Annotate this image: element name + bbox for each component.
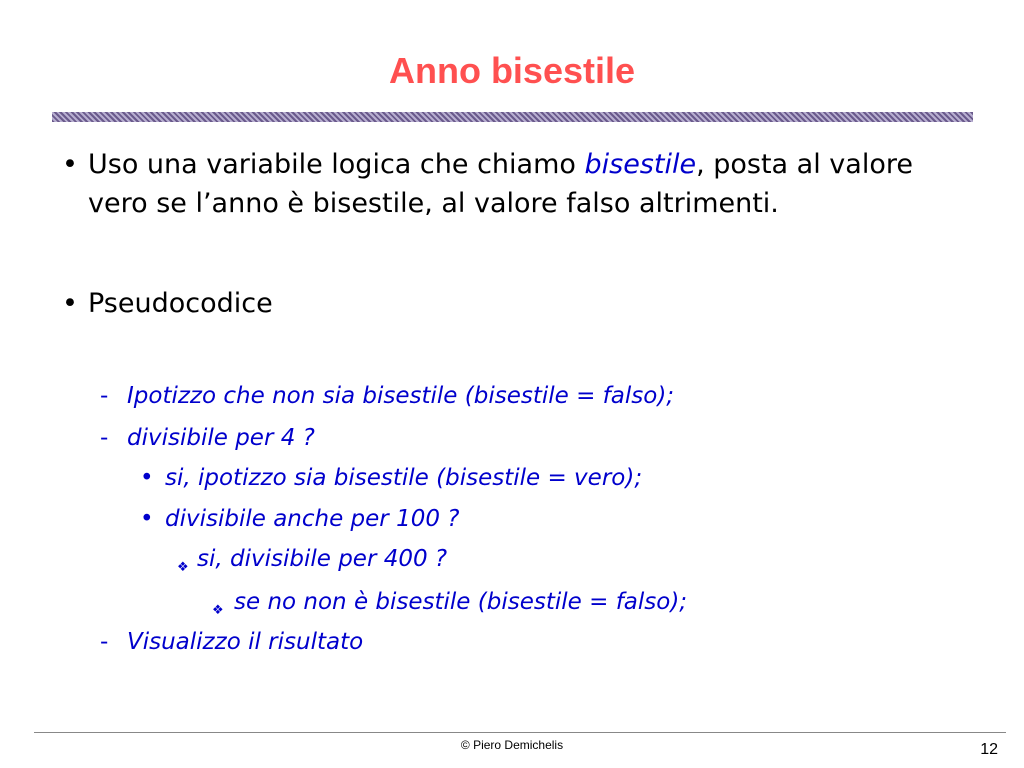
footer-copyright: © Piero Demichelis (460, 738, 564, 752)
pseudo-text: divisibile anche per 100 ? (165, 506, 460, 532)
pseudo-text: Visualizzo il risultato (127, 629, 364, 655)
bullet-variable (62, 145, 962, 223)
bullet-emphasis: bisestile (584, 149, 697, 180)
bullet-marker: • (62, 149, 78, 180)
pseudo-line-5 (177, 544, 447, 574)
dash-marker: - (100, 425, 109, 451)
pseudo-text: si, ipotizzo sia bisestile (bisestile = vero); (165, 465, 643, 491)
pseudo-text: Ipotizzo che non sia bisestile (bisestile = falso); (127, 383, 675, 409)
pseudo-line-4 (140, 504, 460, 534)
dash-marker: - (100, 383, 109, 409)
pseudo-line-6 (212, 587, 687, 617)
bullet-text-before: Uso una variabile logica che chiamo (88, 149, 585, 180)
bullet-marker: • (140, 465, 154, 491)
dash-marker: - (100, 629, 109, 655)
pseudo-text: divisibile per 4 ? (127, 425, 315, 451)
bullet-pseudocode (62, 284, 962, 323)
pseudo-text: se no non è bisestile (bisestile = falso); (234, 589, 688, 615)
pseudo-line-2 (100, 423, 315, 453)
diamond-icon: ❖ (177, 560, 189, 575)
pseudo-line-7 (100, 627, 363, 657)
page-number: 12 (980, 741, 998, 758)
title-divider (52, 112, 973, 122)
footer-divider (34, 732, 1006, 733)
bullet-text: Pseudocodice (88, 288, 273, 319)
pseudo-text: si, divisibile per 400 ? (197, 546, 448, 572)
bullet-marker: • (140, 506, 154, 532)
pseudo-line-3 (140, 463, 642, 493)
bullet-text (62, 145, 962, 223)
pseudo-line-1 (100, 381, 674, 411)
bullet-marker: • (62, 288, 78, 319)
diamond-icon: ❖ (212, 603, 224, 618)
slide-title: Anno bisestile (388, 50, 636, 91)
bullet-text-after: , posta al valore vero se l’anno è bisestile, al valore falso altrimenti. (88, 149, 913, 219)
